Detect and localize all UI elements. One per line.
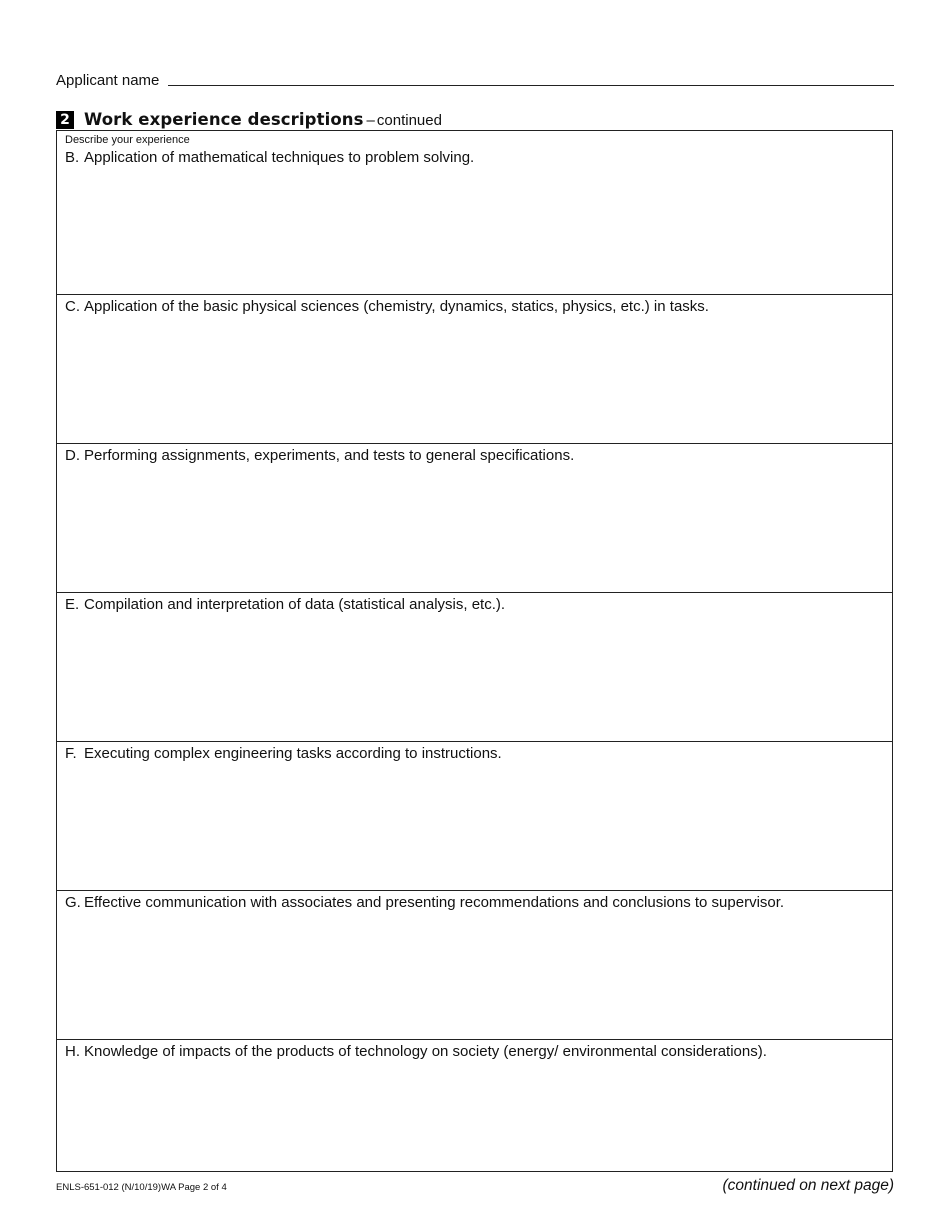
- experience-item-description: Executing complex engineering tasks according to instructions.: [84, 745, 502, 762]
- experience-row-b[interactable]: [57, 131, 892, 295]
- experience-item-letter: D.: [65, 447, 80, 464]
- section-title: Work experience descriptions: [84, 110, 364, 129]
- experience-item-description: Effective communication with associates and presenting recommendations and conclusions to supervisor.: [84, 894, 785, 911]
- experience-row-g[interactable]: [57, 891, 892, 1040]
- experience-item-description: Application of mathematical techniques to problem solving.: [84, 149, 475, 166]
- experience-item-letter: H.: [65, 1043, 80, 1060]
- applicant-name-row: [56, 72, 894, 92]
- experience-item-text: [65, 298, 709, 315]
- experience-row-h[interactable]: [57, 1040, 892, 1171]
- section-continued: continued: [376, 112, 442, 129]
- applicant-name-field[interactable]: [168, 85, 894, 86]
- experience-item-letter: C.: [65, 298, 80, 315]
- describe-experience-label: Describe your experience: [65, 134, 190, 146]
- experience-item-text: [65, 596, 505, 613]
- continued-note: (continued on next page): [722, 1177, 894, 1194]
- experience-row-d[interactable]: [57, 444, 892, 593]
- experience-item-letter: G.: [65, 894, 81, 911]
- experience-row-c[interactable]: [57, 295, 892, 444]
- experience-item-text: [65, 1043, 767, 1060]
- experience-item-letter: B.: [65, 149, 80, 166]
- section-number-badge: 2: [56, 111, 74, 129]
- work-experience-form: [56, 130, 893, 1172]
- form-code: ENLS-651-012 (N/10/19)WA Page 2 of 4: [56, 1182, 227, 1193]
- experience-item-text: [65, 894, 784, 911]
- experience-item-text: [65, 149, 474, 166]
- experience-item-description: Performing assignments, experiments, and tests to general specifications.: [84, 447, 575, 464]
- experience-item-letter: E.: [65, 596, 80, 613]
- section-header: [56, 109, 442, 129]
- applicant-name-label: Applicant name: [56, 72, 160, 89]
- experience-item-text: [65, 447, 574, 464]
- experience-item-description: Knowledge of impacts of the products of technology on society (energy/ environmental considerations).: [84, 1043, 767, 1060]
- experience-item-description: Compilation and interpretation of data (statistical analysis, etc.).: [84, 596, 506, 613]
- experience-row-f[interactable]: [57, 742, 892, 891]
- experience-item-description: Application of the basic physical sciences (chemistry, dynamics, statics, physics, etc.) in tasks.: [84, 298, 709, 315]
- experience-row-e[interactable]: [57, 593, 892, 742]
- experience-item-letter: F.: [65, 745, 77, 762]
- experience-item-text: [65, 745, 502, 762]
- section-dash: –: [366, 112, 375, 129]
